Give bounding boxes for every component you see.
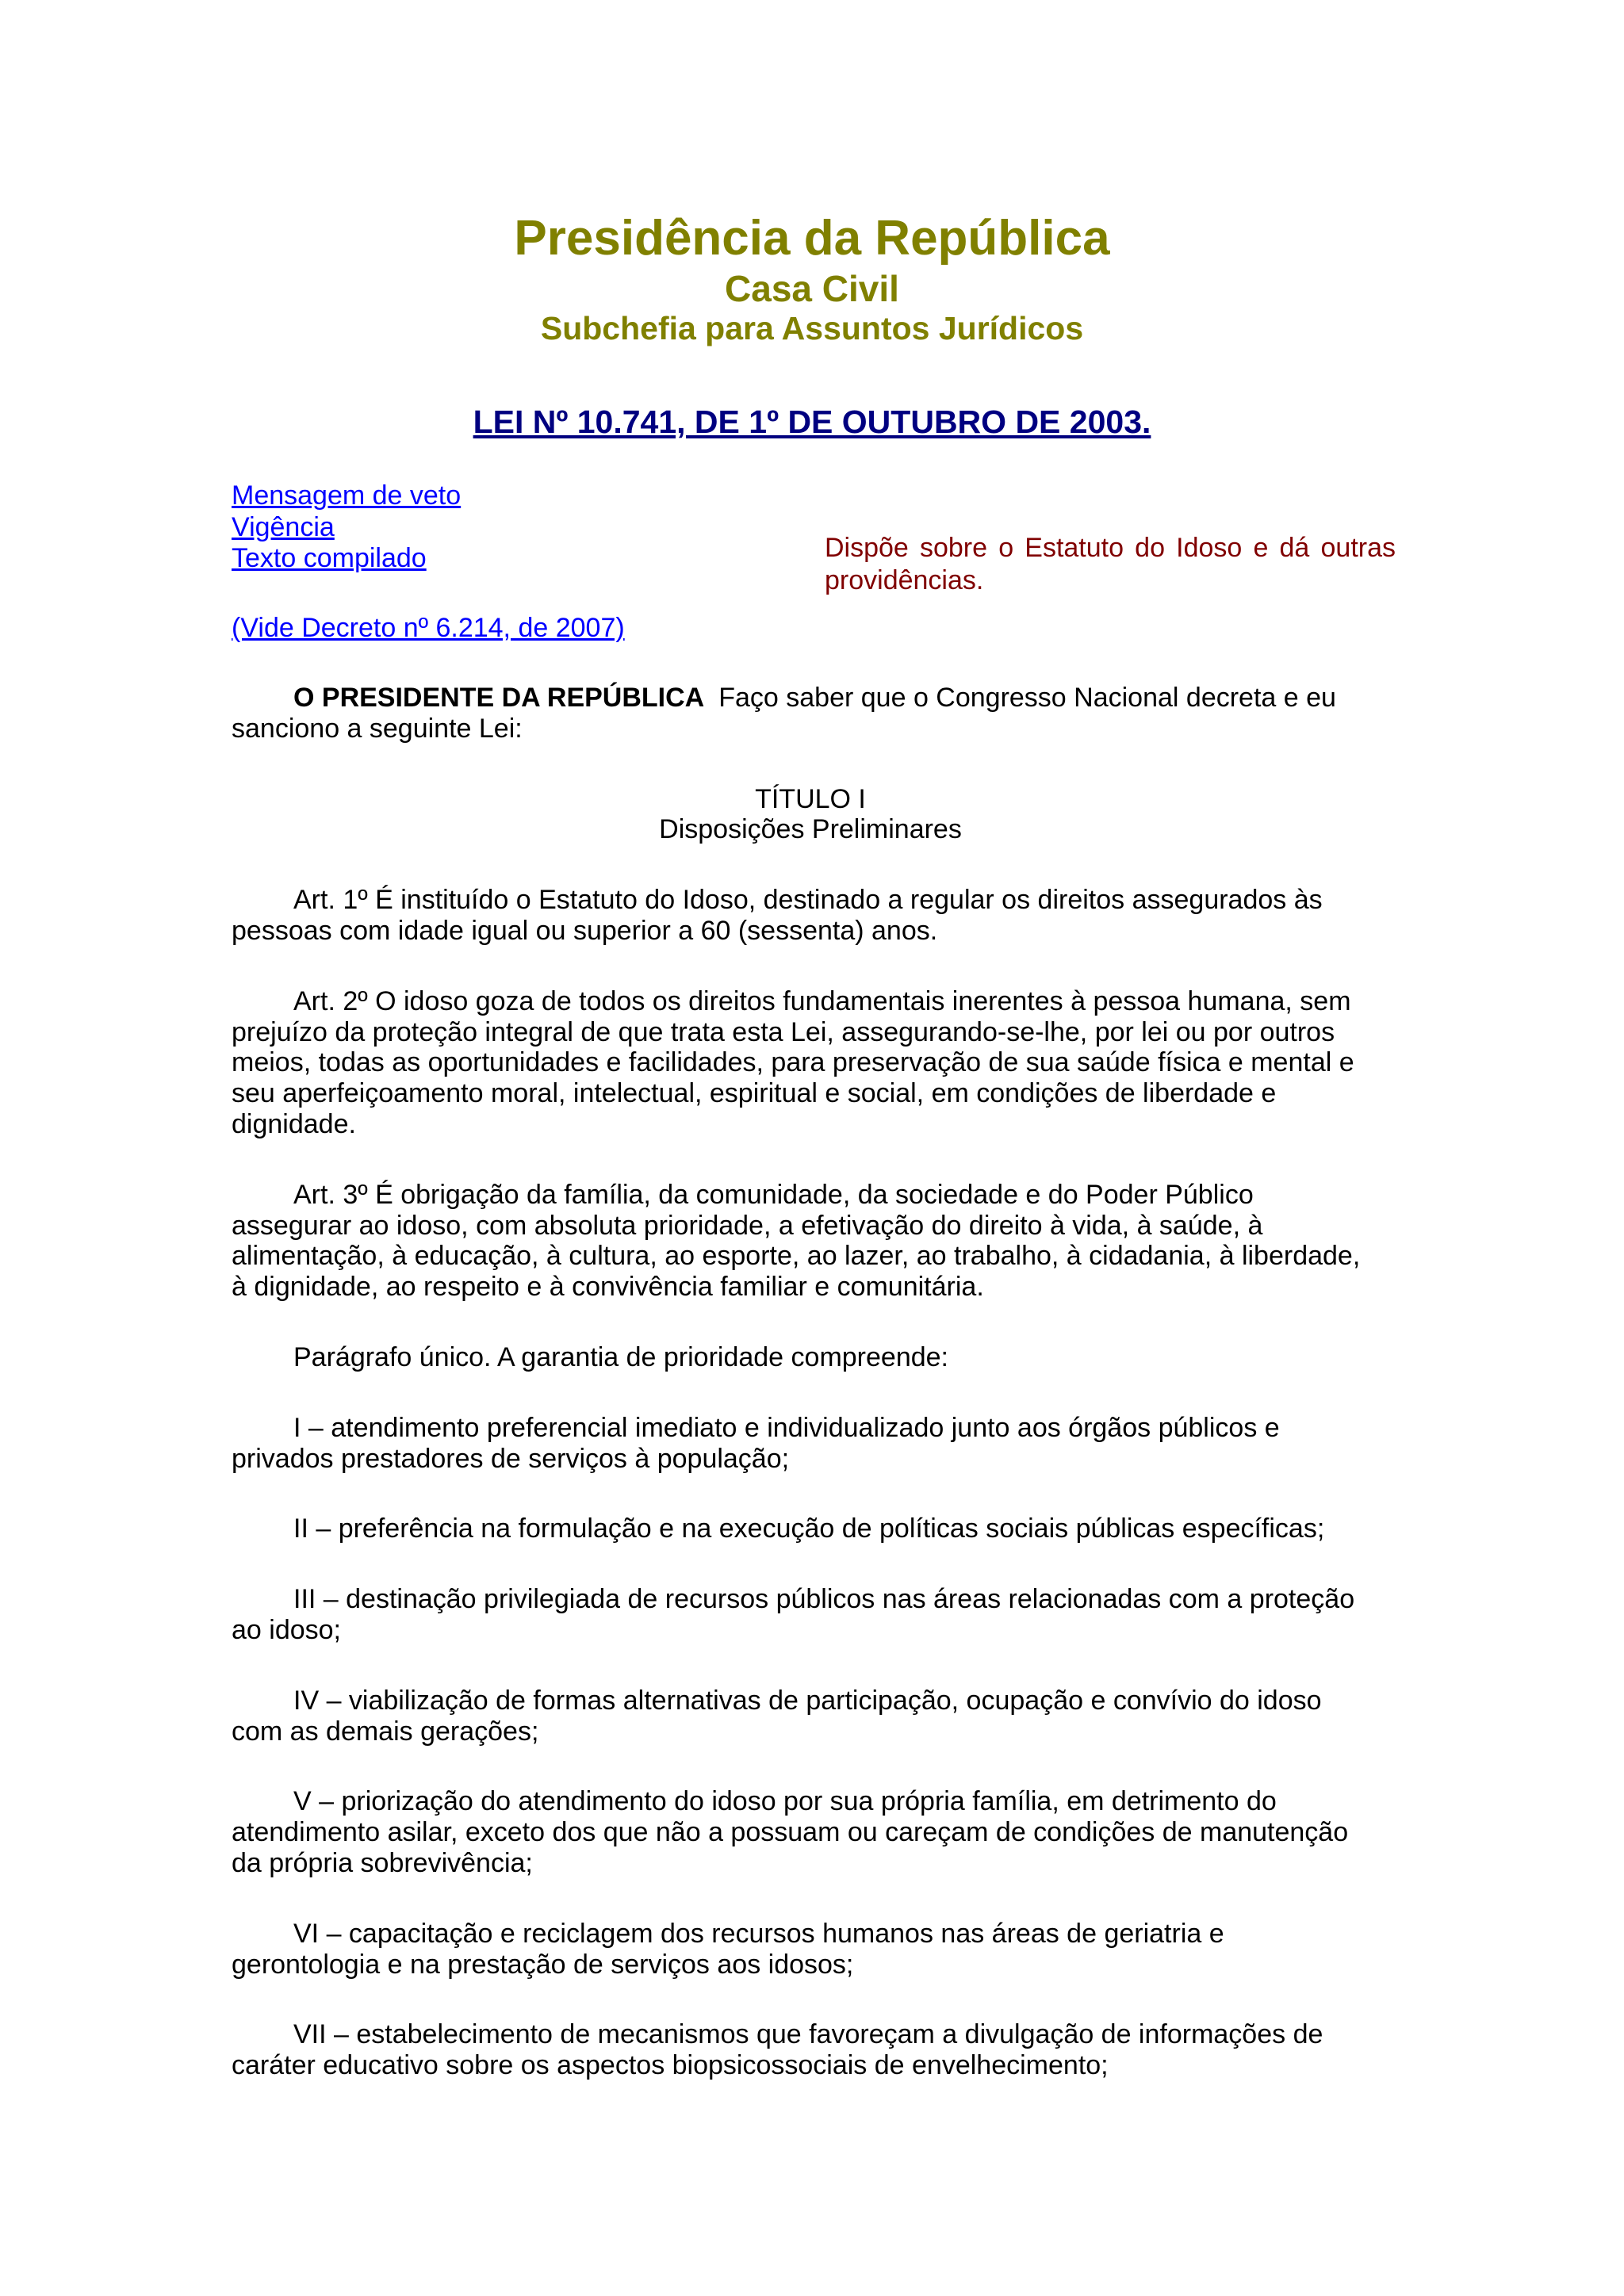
text-line: V – priorização do atendimento do idoso por sua própria família, em detrimento do (293, 1786, 1277, 1817)
text-line: dignidade. (232, 1108, 356, 1139)
text-line: privados prestadores de serviços à população; (232, 1443, 790, 1474)
law-summary: Dispõe sobre o Estatuto do Idoso e dá outras providências. (825, 533, 1396, 595)
enactment-text: Faço saber que o Congresso Nacional decreta e eu (718, 683, 1336, 713)
text-line: assegurar ao idoso, com absoluta prioridade, a efetivação do direito à vida, à saúde, à (232, 1210, 1263, 1241)
text-line: III – destinação privilegiada de recursos públicos nas áreas relacionadas com a proteção (293, 1584, 1355, 1615)
effectiveness-link[interactable]: Vigência (232, 511, 335, 542)
text-line: VI – capacitação e reciclagem dos recursos humanos nas áreas de geriatria e (293, 1918, 1224, 1949)
title-section (232, 784, 1389, 846)
text-line: I – atendimento preferencial imediato e individualizado junto aos órgãos públicos e (293, 1412, 1280, 1443)
text-line: ao idoso; (232, 1614, 341, 1645)
article-2 (232, 986, 1389, 1140)
text-line: com as demais gerações; (232, 1716, 539, 1747)
title-name: Disposições Preliminares (659, 814, 962, 845)
text-line: alimentação, à educação, à cultura, ao esporte, ao lazer, ao trabalho, à cidadania, à liberdade, (232, 1241, 1361, 1272)
enactment-clause (232, 683, 1389, 744)
veto-message-link[interactable]: Mensagem de veto (232, 480, 462, 511)
text-line: Art. 1º É instituído o Estatuto do Idoso, destinado a regular os direitos assegurados às (293, 885, 1323, 916)
law-body (232, 683, 1389, 2121)
item-vi (232, 1919, 1389, 1980)
enactment-line (232, 683, 1389, 714)
department-name: Subchefia para Assuntos Jurídicos (540, 310, 1084, 346)
text-line: II – preferência na formulação e na execução de políticas sociais públicas específicas; (293, 1513, 1325, 1544)
article-1 (232, 885, 1389, 947)
article-3 (232, 1180, 1389, 1303)
related-links (232, 480, 461, 575)
decree-reference (232, 613, 625, 645)
text-line: meios, todas as oportunidades e facilidades, para preservação de sua saúde física e mental e (232, 1047, 1354, 1078)
text-line: gerontologia e na prestação de serviços aos idosos; (232, 1949, 854, 1980)
compiled-text-link[interactable]: Texto compilado (232, 543, 427, 574)
agency-name: Casa Civil (725, 268, 899, 309)
item-vii (232, 2019, 1389, 2081)
text-line: seu aperfeiçoamento moral, intelectual, espiritual e social, em condições de liberdade e (232, 1078, 1277, 1109)
text-line: atendimento asilar, exceto dos que não a possuam ou careçam de condições de manutenção (232, 1817, 1349, 1848)
text-line: IV – viabilização de formas alternativas de participação, ocupação e convívio do idoso (293, 1685, 1322, 1716)
decree-reference-link[interactable]: (Vide Decreto nº 6.214, de 2007) (232, 613, 625, 643)
text-line: VII – estabelecimento de mecanismos que favoreçam a divulgação de informações de (293, 2019, 1323, 2050)
item-iii (232, 1584, 1389, 1646)
title-label: TÍTULO I (755, 783, 866, 814)
item-ii (232, 1513, 1389, 1544)
text-line: Parágrafo único. A garantia de prioridade compreende: (293, 1341, 948, 1372)
text-line: da própria sobrevivência; (232, 1847, 533, 1878)
text-line: Art. 3º É obrigação da família, da comunidade, da sociedade e do Poder Público (293, 1179, 1254, 1210)
enactment-authority: O PRESIDENTE DA REPÚBLICA (293, 683, 705, 713)
item-v (232, 1786, 1389, 1878)
text-line: pessoas com idade igual ou superior a 60 (sessenta) anos. (232, 915, 938, 946)
text-line: à dignidade, ao respeito e à convivência familiar e comunitária. (232, 1272, 984, 1303)
sole-paragraph (232, 1342, 1389, 1373)
law-title-link[interactable]: LEI Nº 10.741, DE 1º DE OUTUBRO DE 2003. (473, 404, 1151, 440)
item-i (232, 1413, 1389, 1475)
text-line: Art. 2º O idoso goza de todos os direitos fundamentais inerentes à pessoa humana, sem (293, 985, 1351, 1016)
text-line: sanciono a seguinte Lei: (232, 713, 523, 744)
law-heading (0, 403, 1624, 449)
text-line: caráter educativo sobre os aspectos biopsicossociais de envelhecimento; (232, 2050, 1109, 2081)
item-iv (232, 1686, 1389, 1747)
page-title: Presidência da República (514, 211, 1110, 266)
text-line: prejuízo da proteção integral de que trata esta Lei, assegurando-se-lhe, por lei ou por outros (232, 1016, 1335, 1047)
